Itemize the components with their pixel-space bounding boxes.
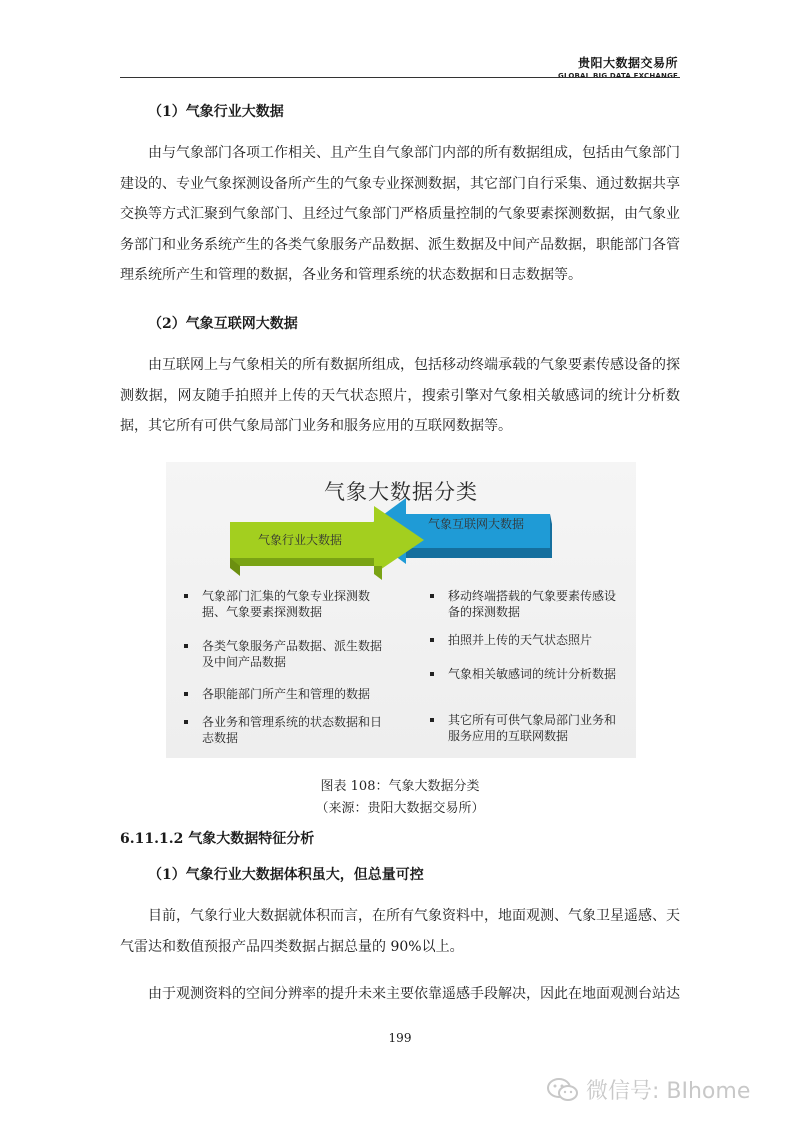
internet-arrow-label: 气象互联网大数据 (428, 517, 525, 531)
paragraph-industry-data: 由与气象部门各项工作相关、且产生自气象部门内部的所有数据组成，包括由气象部门建设的、专业气象探测设备所产生的气象专业探测数据，其它部门自行采集、通过数据共享交换等方式汇聚到气象部门、且经过气象部门严格质量控制的气象要素探测数据，由气象业务部门和业务系统产生的各类气象服务产品数据、派生数据及中间产品数据，职能部门各管理系统所产生和管理的数据，各业务和管理系统的状态数据和日志数据等。 (120, 145, 680, 283)
paragraph-resolution: 由于观测资料的空间分辨率的提升未来主要依靠遥感手段解决，因此在地面观测台站达 (148, 986, 680, 1002)
sub-heading-volume: （1）气象行业大数据体积虽大，但总量可控 (148, 867, 424, 883)
right-bullet-text: 拍照并上传的天气状态照片 (448, 633, 593, 647)
right-bullet-text: 其它所有可供气象局部门业务和服务应用的互联网数据 (448, 713, 617, 743)
left-bullet-text: 各类气象服务产品数据、派生数据及中间产品数据 (202, 639, 383, 669)
right-bullet-text: 气象相关敏感词的统计分析数据 (448, 667, 617, 681)
bullet-dot-icon (430, 594, 434, 598)
bullet-dot-icon (184, 644, 188, 648)
paragraph-internet-data: 由互联网上与气象相关的所有数据所组成，包括移动终端承载的气象要素传感设备的探测数据，网友随手拍照并上传的天气状态照片，搜索引擎对气象相关敏感词的统计分析数据，其它所有可供气象局部门业务和服务应用的互联网数据等。 (120, 357, 680, 434)
left-bullet-item (202, 714, 392, 746)
brand-name-cn: 贵阳大数据交易所 (577, 56, 678, 70)
brand-name-en: GLOBAL BIG DATA EXCHANGE (558, 72, 678, 80)
industry-arrow-label: 气象行业大数据 (258, 533, 343, 547)
bullet-dot-icon (430, 718, 434, 722)
right-bullet-item (448, 588, 618, 620)
watermark-text: 微信号: BIhome (586, 1079, 751, 1104)
bullet-dot-icon (430, 672, 434, 676)
section-heading-internet-data: （2）气象互联网大数据 (148, 316, 298, 332)
figure-title: 气象大数据分类 (324, 480, 478, 504)
industry-data-arrow-side (230, 558, 382, 580)
right-bullet-text: 移动终端搭载的气象要素传感设备的探测数据 (448, 589, 617, 619)
wechat-icon (546, 1076, 580, 1104)
bullet-dot-icon (430, 638, 434, 642)
left-bullet-text: 各业务和管理系统的状态数据和日志数据 (202, 715, 383, 745)
header-divider (120, 77, 680, 78)
right-bullet-item (448, 666, 618, 682)
section-heading-industry-data: （1）气象行业大数据 (148, 104, 284, 120)
left-bullet-item (202, 638, 392, 670)
page-number: 199 (388, 1031, 412, 1045)
figure-source: （来源：贵阳大数据交易所） (315, 801, 485, 816)
left-bullet-text: 各职能部门所产生和管理的数据 (202, 687, 371, 701)
left-bullet-item (202, 588, 392, 620)
left-bullet-item (202, 686, 392, 702)
left-bullet-text: 气象部门汇集的气象专业探测数据、气象要素探测数据 (202, 589, 371, 619)
right-bullet-item (448, 632, 618, 648)
figure-meteorological-data-classification (166, 462, 636, 758)
bullet-dot-icon (184, 720, 188, 724)
wechat-watermark (546, 1074, 750, 1105)
bullet-dot-icon (184, 594, 188, 598)
right-bullet-item (448, 712, 618, 744)
figure-caption: 图表 108：气象大数据分类 (320, 779, 480, 794)
section-heading-feature-analysis: 6.11.1.2 气象大数据特征分析 (120, 831, 315, 847)
bullet-dot-icon (184, 692, 188, 696)
paragraph-volume: 目前，气象行业大数据就体积而言，在所有气象资料中，地面观测、气象卫星遥感、天气雷达和数值预报产品四类数据占据总量的 90%以上。 (120, 908, 680, 955)
